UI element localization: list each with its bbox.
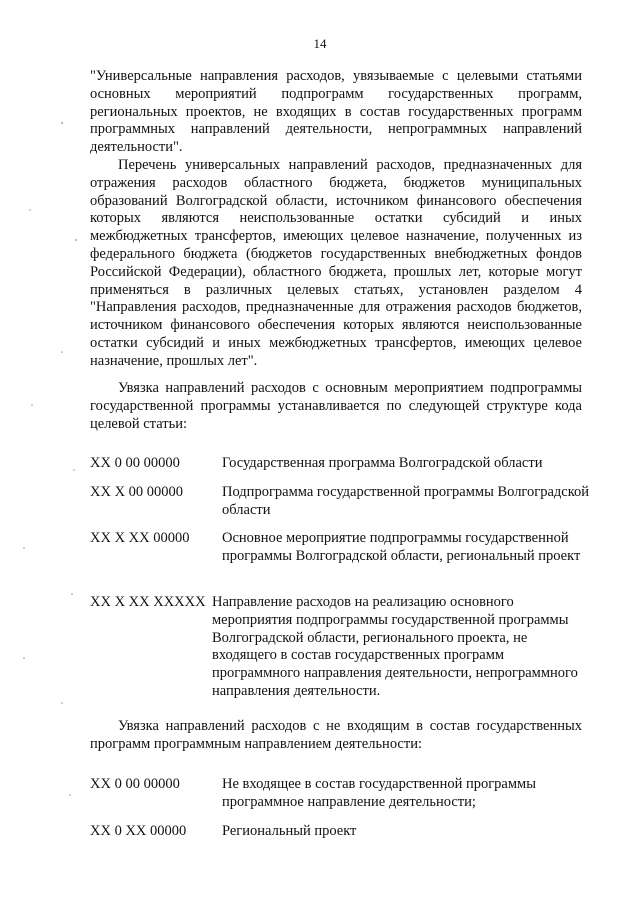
code-description: Не входящее в состав государственной программы программное направление деятельности;	[222, 776, 536, 810]
code-description: Подпрограмма государственной программы Волгоградской области	[222, 484, 590, 518]
page-number: 14	[313, 36, 327, 51]
paragraph-link-main-activity: Увязка направлений расходов с основным мероприятием подпрограммы государственной программы устанавливается по следующей структуре кода целевой статьи:	[90, 380, 582, 432]
code-pattern: XX X 00 00000	[90, 484, 184, 500]
code-description: Основное мероприятие подпрограммы государственной программы Волгоградской области, региональный проект	[222, 530, 581, 564]
paragraph-directions-title: "Универсальные направления расходов, увязываемые с целевыми статьями основных мероприятий подпрограмм государственных программ, региональных проектов, не входящих в состав государственных программ программных направлений деятельности, непрограммных направлений деятельности".	[90, 68, 582, 156]
paragraph-link-program-direction: Увязка направлений расходов с не входящим в состав государственных программ программным направлением деятельности:	[90, 718, 582, 752]
code-pattern: XX 0 XX 00000	[90, 823, 187, 839]
paragraph-universal-directions: Перечень универсальных направлений расходов, предназначенных для отражения расходов областного бюджета, бюджетов муниципальных образований Волгоградской области, источником финансового обеспечения которых являются неиспользованные остатки субсидий и иных межбюджетных трансфертов, имеющих целевое назначение, полученных из федерального бюджета (бюджетов государственных внебюджетных фондов Российской Федерации), областного бюджета, прошлых лет, которые могут применяться в различных целевых статьях, установлен разделом 4 "Направления расходов, предназначенные для отражения расходов бюджетов, источником финансового обеспечения которых являются неиспользованные остатки субсидий и иных межбюджетных трансфертов, имеющих целевое назначение, прошлых лет".	[90, 157, 582, 369]
code-pattern: XX 0 00 00000	[90, 455, 180, 471]
code-description: Региональный проект	[222, 823, 357, 839]
code-pattern: XX X XX 00000	[90, 530, 190, 546]
code-pattern: XX X XX XXXXX	[90, 594, 206, 610]
code-description: Направление расходов на реализацию основного мероприятия подпрограммы государственной программы Волгоградской области, регионального проекта, не входящего в состав государственных программ программного направления деятельности, непрограммного направления деятельности.	[212, 594, 578, 699]
code-description: Государственная программа Волгоградской области	[222, 455, 543, 471]
code-pattern: XX 0 00 00000	[90, 776, 180, 792]
